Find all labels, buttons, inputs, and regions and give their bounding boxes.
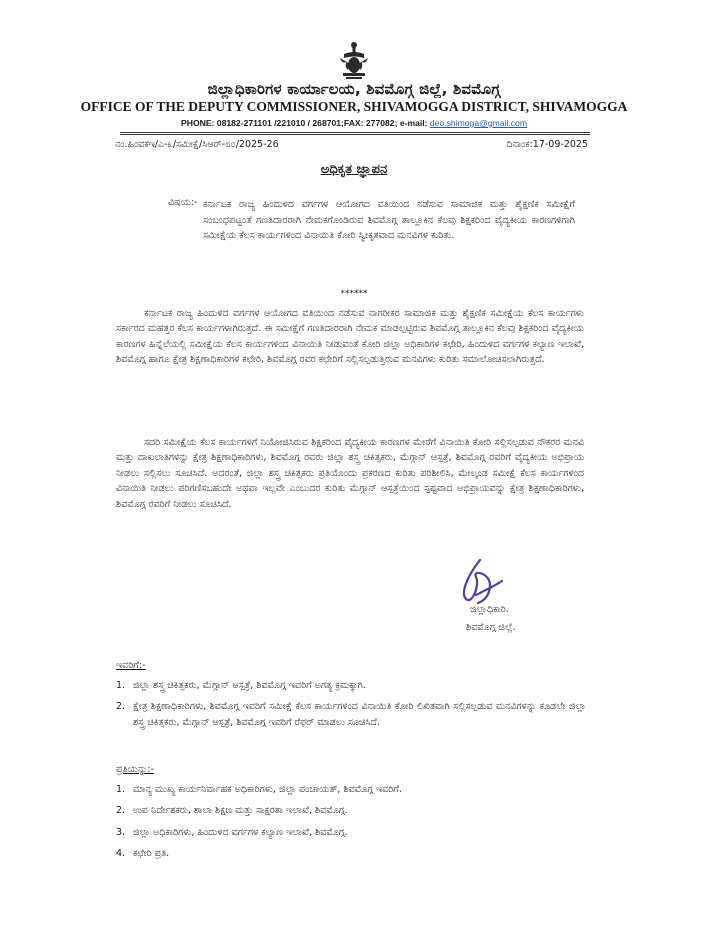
list-item-text: ಜಿಲ್ಲಾ ಶಸ್ತ್ರ ಚಿಕಿತ್ಸಕರು, ಮೆಗ್ಗಾನ್ ಆಸ್ಪತ್ರೆ, ಶಿವಮೊಗ್ಗ ಇವರಿಗೆ ಅಗತ್ಯ ಕ್ರಮಕ್ಕಾಗಿ.: [133, 680, 366, 691]
header-divider: [120, 132, 590, 133]
list-item-text: ಕ್ಷೇತ್ರ ಶಿಕ್ಷಣಾಧಿಕಾರಿಗಳು, ಶಿವಮೊಗ್ಗ ಇವರಿಗೆ ಸಮೀಕ್ಷೆ ಕೆಲಸ ಕಾರ್ಯಗಳಿಂದ ವಿನಾಯಿತಿ ಕೋರಿ ಲಿಖಿತವಾಗಿ ಸಲ್ಲಿಸಲ್ಪಡುವ ಮನವಿಗಳನ್ನು ಕೂಡಲೇ ಜಿಲ್ಲಾ ಶಸ್ತ್ರ ಚಿಕಿತ್ಸಕರು, ಮೆಗ್ಗಾನ್ ಆಸ್ಪತ್ರೆ, ಶಿವಮೊಗ್ಗ ಇವರಿಗೆ ರೆಫರ್ ಮಾಡಲು ಸೂಚಿಸಿದೆ.: [133, 701, 586, 728]
body-paragraph-1: ಕರ್ನಾಟಕ ರಾಜ್ಯ ಹಿಂದುಳಿದ ವರ್ಗಗಳ ಆಯೋಗದ ವತಿಯಿಂದ ನಡೆಸುವ ನಾಗರೀಕರ ಸಾಮಾಜಿಕ ಮತ್ತು ಶೈಕ್ಷಣಿಕ ಸಮೀಕ್ಷೆಯ ಕೆಲಸ ಕಾರ್ಯಗಳು ಸರ್ಕಾರದ ಮಹತ್ತರ ಕೆಲಸ ಕಾರ್ಯಗಳಾಗಿರುತ್ತದೆ. ಈ ಸಮೀಕ್ಷೆಗೆ ಗಣತಿದಾರರಾಗಿ ನೇಮಕ ಮಾಡಲ್ಪಟ್ಟಿರುವ ಶಿವಮೊಗ್ಗ ತಾಲ್ಲೂಕಿನ ಕೆಲವು ಶಿಕ್ಷಕರಿಂದ ವೈದ್ಯಕೀಯ ಕಾರಣಗಳ ಹಿನ್ನೆಲೆಯಲ್ಲಿ ಸಮೀಕ್ಷೆಯ ಕೆಲಸ ಕಾರ್ಯಗಳಿಂದ ವಿನಾಯಿತಿ ನೀಡುವಂತೆ ಕೋರಿ ಜಿಲ್ಲಾ ಅಧಿಕಾರಿಗಳ ಕಛೇರಿ, ಹಿಂದುಳಿದ ವರ್ಗಗಳ ಕಲ್ಯಾಣ ಇಲಾಖೆ, ಶಿವಮೊಗ್ಗ ಹಾಗೂ ಕ್ಷೇತ್ರ ಶಿಕ್ಷಣಾಧಿಕಾರಿಗಳ ಕಛೇರಿ, ಶಿವಮೊಗ್ಗ ರವರ ಕಛೇರಿಗೆ ಸಲ್ಲಿಸಲ್ಪಡುತ್ತಿರುವ ಮನವಿಗಳು ಕುರಿತು ಸಮಾಲೋಚಿಸಲಾಗಿರುತ್ತದೆ.: [116, 308, 584, 366]
list-item: [116, 699, 586, 730]
body-paragraph-2: ಸದರಿ ಸಮೀಕ್ಷೆಯ ಕೆಲಸ ಕಾರ್ಯಗಳಿಗೆ ನಿಯೋಜಿಸಿರುವ ಶಿಕ್ಷಕರಿಂದ ವೈದ್ಯಕೀಯ ಕಾರಣಗಳ ಮೇರೆಗೆ ವಿನಾಯಿತಿ ಕೋರಿ ಸಲ್ಲಿಸಲ್ಪಡುವ ನೌಕರರ ಮನವಿ ಮತ್ತು ದಾಖಲಾತಿಗಳನ್ನು ಕ್ಷೇತ್ರ ಶಿಕ್ಷಣಾಧಿಕಾರಿಗಳು, ಶಿವಮೊಗ್ಗ ರವರು ಜಿಲ್ಲಾ ಶಸ್ತ್ರ ಚಿಕಿತ್ಸಕರು, ಮೆಗ್ಗಾನ್ ಆಸ್ಪತ್ರೆ, ಶಿವಮೊಗ್ಗ ರವರಿಗೆ ವೈದ್ಯಕೀಯ ಅಭಿಪ್ರಾಯ ನೀಡಲು ಸಲ್ಲಿಸಲು ಸೂಚಿಸಿದೆ. ಅದರಂತೆ, ಜಿಲ್ಲಾ ಶಸ್ತ್ರ ಚಿಕಿತ್ಸಕರು ಪ್ರತಿಯೊಂದು ಪ್ರಕರಣದ ಕುರಿತು ಪರಿಶೀಲಿಸಿ, ಮೇಲ್ಕಂಡ ಸಮೀಕ್ಷೆ ಕೆಲಸ ಕಾರ್ಯಗಳಿಂದ ವಿನಾಯಿತಿ ನೀಡಲು ಪರಿಗಣಿಸಬಹುದೇ ಅಥವಾ ಇಲ್ಲವೇ ಎಂಬುದರ ಕುರಿತು ಮೆಗ್ಗಾನ್ ಆಸ್ಪತ್ರೆಯಿಂದ ಸ್ಪಷ್ಟವಾದ ಅಭಿಪ್ರಾಯವನ್ನು ಕ್ಷೇತ್ರ ಶಿಕ್ಷಣಾಧಿಕಾರಿಗಳು, ಶಿವಮೊಗ್ಗ ರವರಿಗೆ ನೀಡಲು ಸೂಚಿಸಿದೆ.: [116, 437, 584, 510]
header-divider-secondary: [120, 134, 590, 135]
separator-stars: ******: [340, 289, 368, 299]
contact-line: [0, 118, 708, 128]
list-item-number: 1.: [116, 784, 126, 795]
subject-label: ವಿಷಯ:-: [168, 197, 198, 208]
list-item-number: 3.: [116, 826, 126, 838]
list-item-number: 4.: [116, 848, 126, 860]
reference-number: ನಂ.ಹಿಂವಕಇ/ಎ-೩/ಸಮೀಕ್ಷೆ/ಸಿಆರ್-೮೦/2025-26: [115, 139, 279, 150]
signature-mark: [450, 555, 510, 610]
signatory-designation: ಜಿಲ್ಲಾಧಿಕಾರಿ.: [470, 604, 509, 615]
list-item-number: 2.: [116, 805, 126, 817]
signatory-place: ಶಿವಮೊಗ್ಗ ಜಿಲ್ಲೆ.: [466, 622, 516, 633]
subject-text: ಕರ್ನಾಟಕ ರಾಜ್ಯ ಹಿಂದುಳಿದ ವರ್ಗಗಳ ಆಯೋಗದ ವತಿಯಿಂದ ನಡೆಸುವ ಸಾಮಾಜಿಕ ಮತ್ತು ಶೈಕ್ಷಣಿಕ ಸಮೀಕ್ಷೆಗೆ ಸಂಬಂಧಪಟ್ಟಂತೆ ಗಣತಿದಾರರಾಗಿ ನೇಮಕಗೊಂಡಿರುವ ಶಿವಮೊಗ್ಗ ತಾಲ್ಲೂಕಿನ ಕೆಲವು ಶಿಕ್ಷಕರಿಂದ ವೈದ್ಯಕೀಯ ಕಾರಣಗಳಿಗಾಗಿ ಸಮೀಕ್ಷೆಯ ಕೆಲಸ ಕಾರ್ಯಗಳಿಂದ ವಿನಾಯಿತಿ ಕೋರಿ ಸ್ವೀಕೃತವಾದ ಮನವಿಗಳ ಕುರಿತು.: [203, 199, 575, 242]
state-emblem-icon: [334, 40, 374, 82]
list-item: [116, 678, 586, 693]
contact-numbers: PHONE: 08182-271101 /221010 / 268701;FAX: 277082; e-mail:: [181, 118, 428, 128]
list-item-number: 2.: [116, 701, 126, 713]
copy-list: [116, 782, 586, 868]
list-item: [116, 782, 586, 797]
list-item: [116, 825, 586, 840]
list-item: [116, 803, 586, 818]
list-item: [116, 846, 586, 861]
office-title-kannada: ಜಿಲ್ಲಾಧಿಕಾರಿಗಳ ಕಾರ್ಯಾಲಯ, ಶಿವಮೊಗ್ಗ ಜಿಲ್ಲೆ, ಶಿವಮೊಗ್ಗ: [207, 80, 501, 98]
list-item-number: 1.: [116, 680, 126, 691]
document-title: ಅಧಿಕೃತ ಜ್ಞಾಪನ: [320, 162, 388, 177]
office-title-english: OFFICE OF THE DEPUTY COMMISSIONER, SHIVAMOGGA DISTRICT, SHIVAMOGGA: [80, 99, 628, 114]
copy-heading: ಪ್ರತಿಯನ್ನು:-: [116, 764, 154, 775]
to-heading: ಇವರಿಗೆ:-: [116, 660, 146, 671]
list-item-text: ಮಾನ್ಯ ಮುಖ್ಯ ಕಾರ್ಯನಿರ್ವಾಹಕ ಅಧಿಕಾರಿಗಳು, ಜಿಲ್ಲಾ ಪಂಚಾಯತ್, ಶಿವಮೊಗ್ಗ ಇವರಿಗೆ.: [133, 784, 402, 795]
to-list: [116, 678, 586, 736]
document-date: ದಿನಾಂಕ:17-09-2025: [506, 139, 588, 150]
list-item-text: ಕಛೇರಿ ಪ್ರತಿ.: [133, 848, 170, 860]
email-link[interactable]: deo.shimoga@gmail.com: [429, 118, 527, 128]
list-item-text: ಜಿಲ್ಲಾ ಅಧಿಕಾರಿಗಳು, ಹಿಂದುಳಿದ ವರ್ಗಗಳ ಕಲ್ಯಾಣ ಇಲಾಖೆ, ಶಿವಮೊಗ್ಗ.: [133, 826, 348, 838]
list-item-text: ಉಪ ನಿರ್ದೇಶಕರು, ಶಾಲಾ ಶಿಕ್ಷಣ ಮತ್ತು ಸಾಕ್ಷರತಾ ಇಲಾಖೆ, ಶಿವಮೊಗ್ಗ.: [133, 805, 348, 817]
